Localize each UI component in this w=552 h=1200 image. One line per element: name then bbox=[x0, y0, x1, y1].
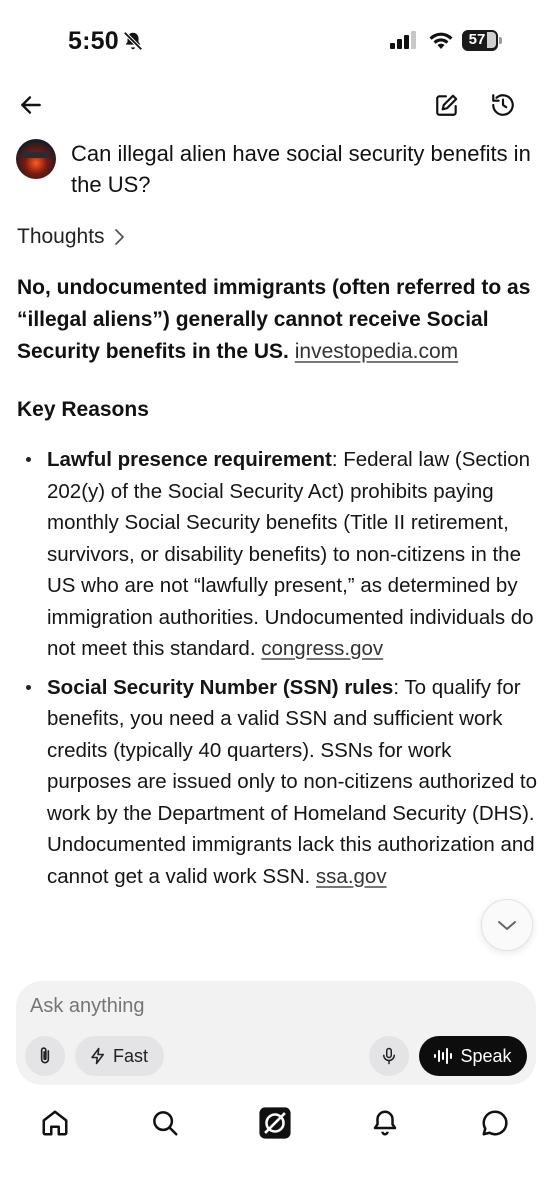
nav-search[interactable] bbox=[148, 1106, 182, 1140]
status-bar bbox=[0, 0, 552, 80]
fast-label: Fast bbox=[113, 1045, 149, 1066]
source-link[interactable]: ssa.gov bbox=[315, 864, 387, 888]
battery-level: 57 bbox=[468, 31, 486, 48]
home-icon bbox=[40, 1108, 70, 1138]
bullet-body: : Federal law (Section 202(y) of the Social Security Act) prohibits paying monthly Social Security benefits (Title II retirement, survivors, or disability benefits) to non-citizens in the US who are not “lawfully present,” as determined by immigration authorities. Undocumented individuals do not meet this standard. bbox=[47, 448, 534, 660]
grok-icon bbox=[258, 1106, 292, 1140]
paperclip-icon bbox=[35, 1046, 55, 1066]
wifi-icon bbox=[428, 29, 454, 51]
mode-fast-button[interactable] bbox=[75, 1036, 164, 1076]
bell-muted-icon bbox=[122, 30, 144, 52]
search-icon bbox=[150, 1108, 180, 1138]
avatar bbox=[16, 139, 56, 179]
source-link[interactable]: investopedia.com bbox=[294, 340, 459, 363]
history-icon bbox=[490, 92, 516, 118]
notifications-icon bbox=[370, 1108, 400, 1138]
nav-notifications[interactable] bbox=[368, 1106, 402, 1140]
key-reasons-list bbox=[17, 444, 539, 899]
ask-input[interactable] bbox=[30, 995, 510, 1018]
chat-header bbox=[0, 86, 552, 126]
scroll-down-button[interactable] bbox=[481, 899, 533, 951]
edit-icon bbox=[434, 92, 460, 118]
speak-label: Speak bbox=[460, 1045, 512, 1066]
answer-intro-text: No, undocumented immigrants (often referred to as “illegal aliens”) generally cannot receive Social Security benefits in the US. bbox=[17, 276, 531, 363]
bullet-title: Social Security Number (SSN) rules bbox=[47, 675, 394, 699]
question-text: Can illegal alien have social security benefits in the US? bbox=[71, 141, 531, 197]
back-arrow-icon bbox=[18, 92, 44, 118]
speak-button[interactable] bbox=[419, 1036, 527, 1076]
chevron-right-icon bbox=[113, 228, 125, 246]
lightning-icon bbox=[89, 1047, 107, 1065]
user-question bbox=[16, 138, 542, 200]
history-button[interactable] bbox=[486, 88, 520, 122]
bullet-dot bbox=[26, 685, 31, 690]
nav-home[interactable] bbox=[38, 1106, 72, 1140]
mic-button[interactable] bbox=[369, 1036, 409, 1076]
section-title: Key Reasons bbox=[17, 398, 149, 421]
list-item bbox=[17, 672, 539, 893]
bullet-body: : To qualify for benefits, you need a valid SSN and sufficient work credits (typically 40 quarters). SSNs for work purposes are issued only to non-citizens authorized to work by the Department of Homeland Security (DHS). Undocumented immigrants lack this authorization and cannot get a valid work SSN. bbox=[47, 675, 538, 888]
thoughts-toggle[interactable] bbox=[17, 225, 125, 249]
thoughts-label: Thoughts bbox=[17, 225, 105, 248]
nav-messages[interactable] bbox=[478, 1106, 512, 1140]
composer bbox=[16, 981, 536, 1085]
list-item bbox=[17, 444, 539, 665]
battery-icon bbox=[462, 30, 502, 51]
messages-icon bbox=[480, 1108, 510, 1138]
home-indicator bbox=[186, 1182, 366, 1188]
nav-grok[interactable] bbox=[258, 1106, 292, 1140]
back-button[interactable] bbox=[14, 88, 48, 122]
source-link[interactable]: congress.gov bbox=[261, 637, 384, 660]
attach-button[interactable] bbox=[25, 1036, 65, 1076]
chevron-down-icon bbox=[495, 913, 519, 937]
signal-icon bbox=[390, 31, 418, 49]
bottom-nav bbox=[0, 1100, 552, 1160]
status-time: 5:50 bbox=[68, 27, 119, 55]
waveform-icon bbox=[434, 1047, 454, 1065]
bullet-dot bbox=[26, 457, 31, 462]
new-chat-button[interactable] bbox=[430, 88, 464, 122]
bullet-title: Lawful presence requirement bbox=[47, 448, 332, 471]
mic-icon bbox=[380, 1047, 398, 1065]
answer-intro bbox=[17, 272, 537, 368]
